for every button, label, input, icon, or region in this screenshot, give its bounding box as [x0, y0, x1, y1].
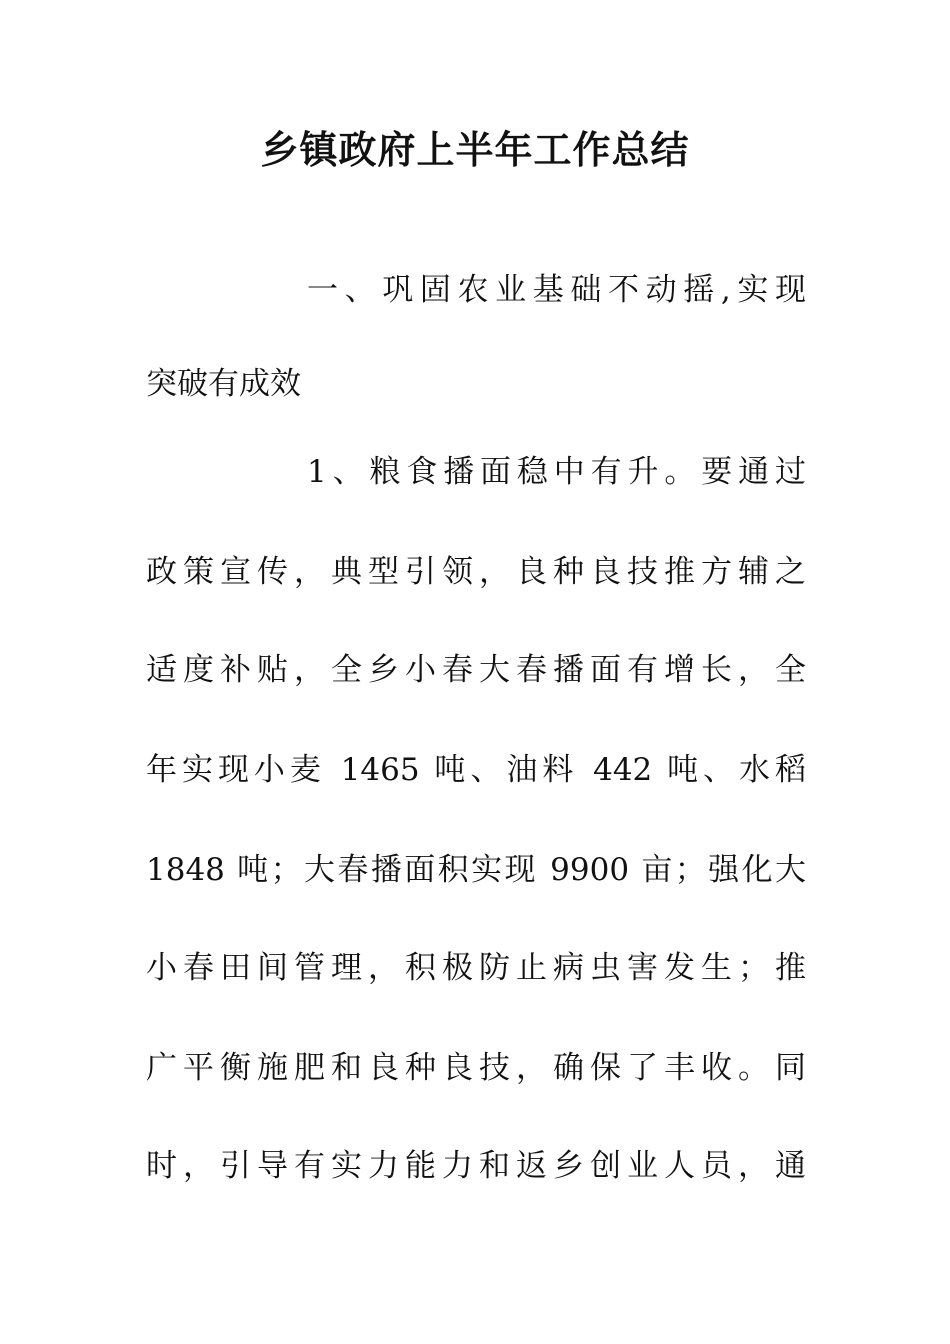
paragraph-line-5: 1848 吨；大春播面积实现 9900 亩；强化大: [146, 852, 806, 888]
paragraph-line-2: 政策宣传，典型引领，良种良技推方辅之: [146, 554, 806, 590]
section-heading-line-1: 一、巩固农业基础不动摇,实现: [307, 272, 806, 308]
paragraph-line-6: 小春田间管理，积极防止病虫害发生；推: [146, 950, 806, 986]
paragraph-line-8: 时，引导有实力能力和返乡创业人员，通: [146, 1148, 806, 1184]
section-heading-line-2: 突破有成效: [146, 366, 301, 402]
paragraph-line-1: 1、粮食播面稳中有升。要通过: [307, 454, 806, 490]
paragraph-line-4: 年实现小麦 1465 吨、油料 442 吨、水稻: [146, 752, 806, 788]
paragraph-line-7: 广平衡施肥和良种良技，确保了丰收。同: [146, 1050, 806, 1086]
paragraph-line-3: 适度补贴，全乡小春大春播面有增长，全: [146, 652, 806, 688]
document-title: 乡镇政府上半年工作总结: [260, 128, 690, 172]
